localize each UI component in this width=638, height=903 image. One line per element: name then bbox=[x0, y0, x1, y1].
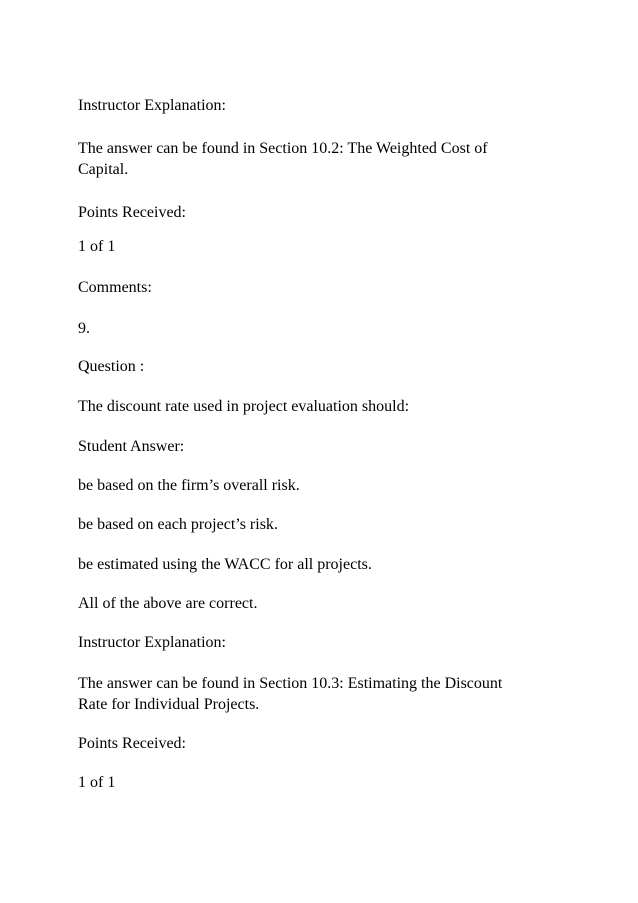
question-label: Question : bbox=[78, 358, 145, 375]
explanation-text-line-2: Capital. bbox=[78, 161, 129, 178]
points-received-label: Points Received: bbox=[78, 735, 186, 752]
answer-option-2: be based on each project’s risk. bbox=[78, 516, 278, 533]
explanation-text-line-2: Rate for Individual Projects. bbox=[78, 696, 260, 713]
explanation-text-line-1: The answer can be found in Section 10.2: The Weighted Cost of bbox=[78, 140, 488, 157]
answer-option-1: be based on the firm’s overall risk. bbox=[78, 477, 300, 494]
question-text: The discount rate used in project evaluation should: bbox=[78, 398, 410, 415]
instructor-explanation-label: Instructor Explanation: bbox=[78, 634, 226, 651]
question-number: 9. bbox=[78, 320, 90, 337]
answer-option-3: be estimated using the WACC for all projects. bbox=[78, 556, 372, 573]
explanation-text-line-1: The answer can be found in Section 10.3: Estimating the Discount bbox=[78, 675, 503, 692]
student-answer-label: Student Answer: bbox=[78, 438, 185, 455]
comments-label: Comments: bbox=[78, 279, 152, 296]
instructor-explanation-label: Instructor Explanation: bbox=[78, 97, 226, 114]
points-received-label: Points Received: bbox=[78, 204, 186, 221]
answer-option-4: All of the above are correct. bbox=[78, 595, 258, 612]
points-received-value: 1 of 1 bbox=[78, 238, 116, 255]
points-received-value: 1 of 1 bbox=[78, 774, 116, 791]
